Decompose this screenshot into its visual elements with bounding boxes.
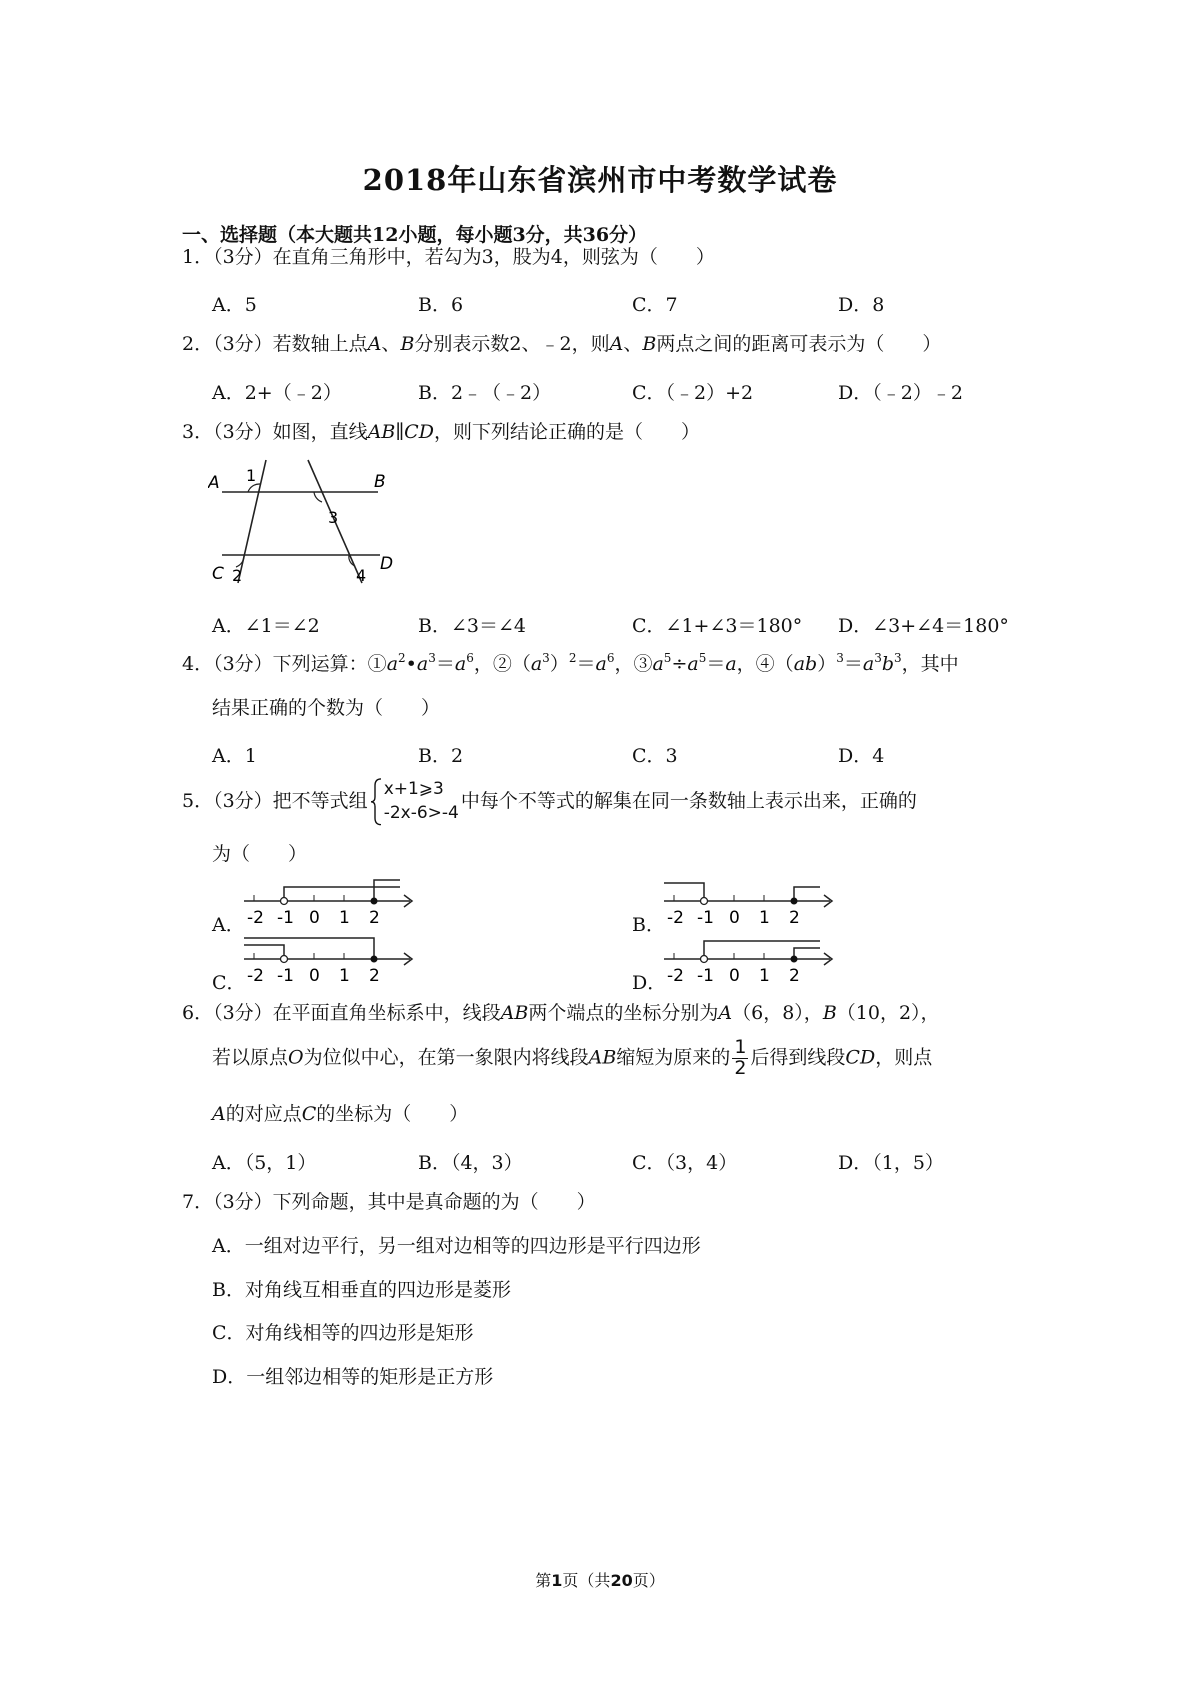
page-number: 1 [551, 1571, 563, 1590]
tick-label: -1 [697, 908, 714, 928]
open-point [701, 956, 708, 963]
q3-stem: 3．（3分）如图，直线AB∥CD，则下列结论正确的是（ ） [182, 421, 700, 443]
q4-option-b: B．2 [418, 745, 464, 767]
q6-stem-line3: A的对应点C的坐标为（ ） [212, 1103, 469, 1125]
label-angle-3: 3 [328, 508, 339, 527]
section-heading: 一、选择题（本大题共12小题，每小题3分，共36分） [182, 224, 648, 246]
q5-option-a-label: A． [212, 914, 245, 936]
tick-label: -2 [247, 966, 264, 986]
q7-option-c: C．对角线相等的四边形是矩形 [212, 1322, 474, 1344]
tick-label: 0 [729, 966, 740, 986]
fraction-one-half: $\frac{1}{2}$ [734, 1036, 747, 1079]
q3-option-c: C．∠1+∠3＝180° [632, 615, 803, 637]
q5-option-d-label: D． [632, 972, 667, 994]
q6-option-c: C．（3，4） [632, 1152, 738, 1174]
inequality-2: -2x-6>-4 [383, 802, 459, 823]
tick-label: -1 [277, 966, 294, 986]
tick-label: 2 [369, 966, 380, 986]
label-angle-4: 4 [356, 566, 367, 585]
number-line-d [660, 931, 840, 991]
q6-option-b: B．（4，3） [418, 1152, 523, 1174]
tick-label: -2 [667, 908, 684, 928]
label-angle-2: 2 [232, 566, 243, 585]
closed-point [791, 898, 798, 905]
q1-option-a: A．5 [212, 294, 257, 316]
inequality-system [370, 778, 459, 826]
q7-stem: 7．（3分）下列命题，其中是真命题的为（ ） [182, 1191, 596, 1213]
closed-point [371, 898, 378, 905]
tick-label: 0 [729, 908, 740, 928]
number-line-c [240, 931, 420, 991]
q4-option-a: A．1 [212, 745, 257, 767]
q1-stem: 1．（3分）在直角三角形中，若勾为3，股为4，则弦为（ ） [182, 246, 715, 268]
tick-label: 1 [759, 908, 770, 928]
q5-stem: 5．（3分）把不等式组 x+1⩾3 -2x-6>-4 中每个不等式的解集在同一条数轴上表示出来，正确的 [182, 778, 917, 826]
tick-label: 2 [789, 908, 800, 928]
q1-option-b: B．6 [418, 294, 464, 316]
page-footer: 第1页（共20页） [535, 1571, 665, 1590]
q7-option-b: B．对角线互相垂直的四边形是菱形 [212, 1279, 511, 1301]
q5-stem-line2: 为（ ） [212, 843, 308, 865]
q4-stem-line2: 结果正确的个数为（ ） [212, 697, 441, 719]
page-total: 20 [610, 1571, 633, 1590]
brace-icon [370, 778, 382, 826]
open-point [701, 898, 708, 905]
q2-stem: 2．（3分）若数轴上点A、B分别表示数2、﹣2，则A、B两点之间的距离可表示为（ ） [182, 333, 942, 355]
q3-option-d: D．∠3+∠4＝180° [838, 615, 1009, 637]
label-d: D [380, 554, 394, 574]
tick-label: -1 [277, 908, 294, 928]
label-a: A [208, 473, 220, 493]
label-angle-1: 1 [246, 466, 257, 485]
tick-label: -2 [667, 966, 684, 986]
q6-option-a: A．（5，1） [212, 1152, 317, 1174]
closed-point [791, 956, 798, 963]
tick-label: 2 [789, 966, 800, 986]
number-line-a [240, 873, 420, 933]
q1-option-d: D．8 [838, 294, 885, 316]
label-c: C [212, 564, 224, 584]
number-line-b [660, 873, 840, 933]
q4-stem: 4．（3分）下列运算：$①a^2•a^3=a^6$，$②(a^3)^2=a^6$，$③a^5\div a^5=a$，$④(ab)^3=a^3b^3$，其中 [182, 651, 959, 675]
q4-option-c: C．3 [632, 745, 678, 767]
parallel-lines-figure [208, 455, 428, 605]
q3-option-b: B．∠3＝∠4 [418, 615, 526, 637]
q7-option-d: D．一组邻边相等的矩形是正方形 [212, 1366, 494, 1388]
tick-label: 1 [759, 966, 770, 986]
q2-option-c: C．（﹣2）+2 [632, 382, 754, 404]
closed-point [371, 956, 378, 963]
q6-option-d: D．（1，5） [838, 1152, 944, 1174]
open-point [281, 956, 288, 963]
q1-option-c: C．7 [632, 294, 678, 316]
open-point [281, 898, 288, 905]
angle-3-arc [314, 492, 322, 502]
inequality-1: x+1⩾3 [383, 779, 444, 799]
q6-stem-line2: 若以原点O为位似中心，在第一象限内将线段AB缩短为原来的 $\frac{1}{2}$ 后得到线段CD，则点 [212, 1036, 933, 1079]
q2-option-a: A．2+（﹣2） [212, 382, 342, 404]
tick-label: 2 [369, 908, 380, 928]
q2-option-d: D．（﹣2）﹣2 [838, 382, 963, 404]
q7-option-a: A．一组对边平行，另一组对边相等的四边形是平行四边形 [212, 1235, 701, 1257]
tick-label: 0 [309, 908, 320, 928]
q3-option-a: A．∠1＝∠2 [212, 615, 320, 637]
page-title: 2018年山东省滨州市中考数学试卷 [362, 163, 838, 197]
tick-label: 0 [309, 966, 320, 986]
tick-label: -2 [247, 908, 264, 928]
label-b: B [374, 472, 386, 492]
tick-label: 1 [339, 966, 350, 986]
q5-option-c-label: C． [212, 972, 246, 994]
tick-label: 1 [339, 908, 350, 928]
tick-label: -1 [697, 966, 714, 986]
q4-option-d: D．4 [838, 745, 885, 767]
q2-option-b: B．2﹣（﹣2） [418, 382, 552, 404]
q6-stem: 6．（3分）在平面直角坐标系中，线段AB两个端点的坐标分别为A（6，8），B（10，2）， [182, 1002, 940, 1024]
q5-option-b-label: B． [632, 914, 665, 936]
